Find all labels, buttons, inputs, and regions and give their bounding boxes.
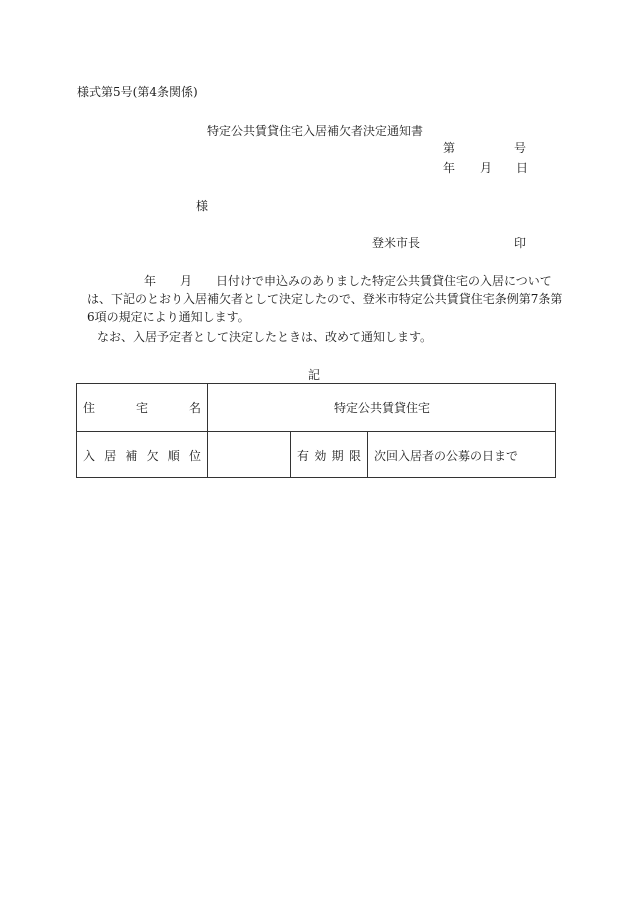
label-char: 位 bbox=[188, 448, 201, 463]
label-char: 住 bbox=[83, 401, 96, 415]
label-char: 欠 bbox=[146, 448, 159, 463]
body-line-4: なお、入居予定者として決定したときは、改めて通知します。 bbox=[97, 330, 433, 344]
label-char: 効 bbox=[314, 448, 327, 463]
body-line-1 bbox=[78, 273, 552, 289]
housing-name-value: 特定公共賃貸住宅 bbox=[333, 401, 430, 415]
form-number-label: 様式第5号(第4条関係) bbox=[77, 85, 198, 99]
date-day: 日 bbox=[516, 161, 529, 175]
label-char: 居 bbox=[104, 448, 117, 463]
body-year: 年 bbox=[144, 274, 157, 288]
issuer-name: 登米市長 bbox=[372, 236, 421, 250]
body-line-3: 6項の規定により通知します。 bbox=[87, 310, 250, 324]
housing-name-label bbox=[77, 384, 207, 431]
label-char: 入 bbox=[83, 448, 96, 463]
label-char: 名 bbox=[188, 401, 201, 415]
validity-period-label bbox=[291, 432, 367, 478]
addressee-honorific: 様 bbox=[196, 199, 209, 213]
label-char: 宅 bbox=[135, 401, 148, 415]
label-char: 補 bbox=[125, 448, 138, 463]
body-line-1-text: 日付けで申込みのありました特定公共賃貸住宅の入居について bbox=[216, 274, 552, 288]
waitlist-order-label bbox=[77, 432, 207, 478]
seal-mark: 印 bbox=[514, 236, 527, 250]
document-title: 特定公共賃貸住宅入居補欠者決定通知書 bbox=[207, 124, 424, 138]
waitlist-order-value bbox=[208, 432, 290, 478]
label-char: 順 bbox=[167, 448, 180, 463]
record-table bbox=[76, 383, 556, 478]
date-month: 月 bbox=[480, 161, 493, 175]
label-char: 期 bbox=[331, 448, 344, 463]
number-prefix: 第 bbox=[443, 141, 456, 155]
label-char: 限 bbox=[348, 448, 361, 463]
validity-period-value: 次回入居者の公募の日まで bbox=[374, 448, 519, 463]
number-suffix: 号 bbox=[514, 141, 527, 155]
body-month: 月 bbox=[180, 274, 193, 288]
body-line-2: は、下記のとおり入居補欠者として決定したので、登米市特定公共賃貸住宅条例第7条第 bbox=[87, 292, 563, 306]
date-year: 年 bbox=[443, 161, 456, 175]
label-char: 有 bbox=[297, 448, 310, 463]
record-heading: 記 bbox=[308, 368, 321, 382]
